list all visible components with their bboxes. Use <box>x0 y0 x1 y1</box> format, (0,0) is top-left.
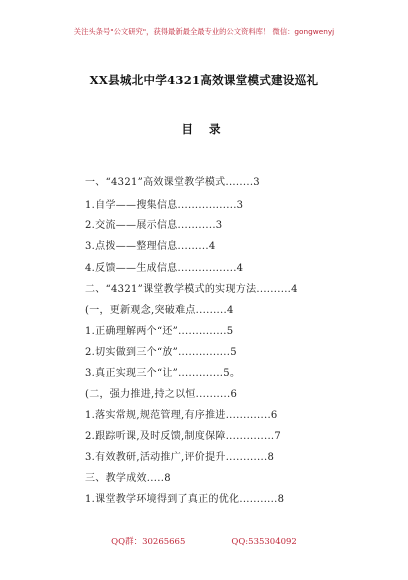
toc-entry: 1.正确理解两个“还”..............5 <box>85 326 234 337</box>
footer-contact <box>0 535 408 547</box>
toc-entry: 3.点拨——整理信息.........4 <box>85 241 216 252</box>
toc-entry: 二、“4321”课堂教学模式的实现方法..........4 <box>85 284 298 295</box>
footer-qq: QQ:535304092 <box>231 537 297 547</box>
toc-entry: 4.反馈——生成信息.................4 <box>85 263 244 274</box>
toc-entry: 1.课堂教学环境得到了真正的优化...........8 <box>85 494 285 505</box>
toc-entry: 3.有效教研,活动推广,评价提升............8 <box>85 452 275 463</box>
toc-entry: 3.真正实现三个“让”.............5。 <box>85 368 241 379</box>
toc-entry: (一，更新观念,突破难点.........4 <box>85 305 234 316</box>
footer-qq-group: QQ群：30265665 <box>111 537 186 547</box>
header-promo-note: 关注头条号"公文研究"，获得最新最全最专业的公文资料库！ 微信：gongwenyj <box>73 27 335 36</box>
toc-entry: 1.落实常规,规范管理,有序推进.............6 <box>85 410 278 421</box>
toc-entry: 1.自学——搜集信息.................3 <box>85 200 244 211</box>
toc-entry: 2.跟踪听课,及时反馈,制度保障..............7 <box>85 431 282 442</box>
toc-entry: 三、教学成效.....8 <box>85 473 171 484</box>
toc-entry: (二，强力推进,持之以恒..........6 <box>85 389 238 400</box>
document-title: XX县城北中学4321高效课堂模式建设巡礼 <box>89 73 319 87</box>
toc-heading: 目 录 <box>181 122 227 136</box>
toc-entry: 2.切实做到三个“放”...............5 <box>85 347 237 358</box>
toc-entry: 一、“4321”高效课堂教学模式........3 <box>85 177 260 188</box>
toc-entry: 2.交流——展示信息...........3 <box>85 220 223 231</box>
